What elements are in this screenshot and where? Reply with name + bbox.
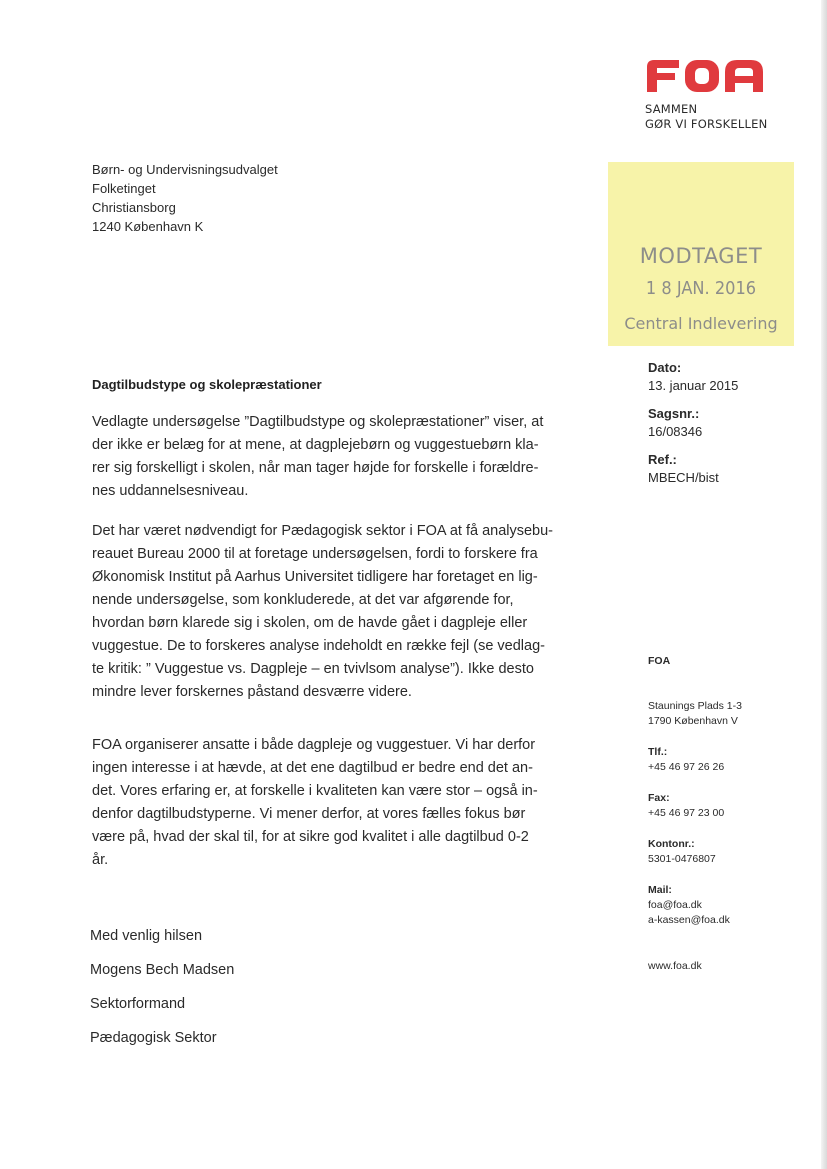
contact-mail-link[interactable]: a-kassen@foa.dk <box>648 914 730 926</box>
paragraph-line: vuggestue. De to forskeres analyse indeholdt en række fejl (se vedlag- <box>92 638 545 654</box>
contact-web-link[interactable]: www.foa.dk <box>648 960 702 972</box>
contact-account-value: 5301-0476807 <box>648 853 716 865</box>
paragraph-line: ingen interesse i at hævde, at det ene dagtilbud er bedre end det an- <box>92 760 533 776</box>
paragraph-line: nes uddannelsesniveau. <box>92 483 249 499</box>
foa-logo <box>645 58 770 132</box>
meta-date-value: 13. januar 2015 <box>648 378 739 393</box>
recipient-address <box>92 160 278 236</box>
letter-paragraph-1 <box>92 411 597 503</box>
recipient-line: Børn- og Undervisningsudvalget <box>92 162 278 177</box>
paragraph-line: Det har været nødvendigt for Pædagogisk sektor i FOA at få analysebu- <box>92 523 554 539</box>
paragraph-line: Vedlagte undersøgelse ”Dagtilbudstype og skolepræstationer” viser, at <box>92 414 544 430</box>
contact-mail-label: Mail: <box>648 884 672 896</box>
meta-case <box>648 405 702 441</box>
page-edge-shadow <box>821 0 827 1169</box>
signature-department: Pædagogisk Sektor <box>90 1030 217 1046</box>
logo-tagline-line1: SAMMEN <box>645 102 698 116</box>
contact-mail <box>648 883 730 928</box>
paragraph-line: Økonomisk Institut på Aarhus Universitet tidligere har foretaget en lig- <box>92 569 538 585</box>
paragraph-line: hvordan børn klarede sig i skolen, om de havde gået i dagpleje eller <box>92 615 528 631</box>
meta-ref <box>648 451 719 487</box>
paragraph-line: der ikke er belæg for at mene, at dagplejebørn og vuggestuebørn kla- <box>92 437 539 453</box>
logo-tagline-line2: GØR VI FORSKELLEN <box>645 117 768 131</box>
meta-date-label: Dato: <box>648 360 682 375</box>
letter-subject: Dagtilbudstype og skolepræstationer <box>92 377 322 392</box>
recipient-line: Folketinget <box>92 181 156 196</box>
paragraph-line: det. Vores erfaring er, at forskelle i kvaliteten kan være stor – også in- <box>92 783 538 799</box>
stamp-date: 1 8 JAN. 2016 <box>645 278 757 299</box>
contact-account <box>648 837 716 867</box>
paragraph-line: te kritik: ” Vuggestue vs. Dagpleje – en tvivlsom analyse”). Ikke desto <box>92 661 534 677</box>
meta-ref-label: Ref.: <box>648 452 677 467</box>
contact-phone-label: Tlf.: <box>648 746 668 758</box>
paragraph-line: reauet Bureau 2000 til at foretage undersøgelsen, fordi to forskere fra <box>92 546 538 562</box>
signature-name: Mogens Bech Madsen <box>90 962 235 978</box>
contact-phone <box>648 745 724 775</box>
contact-fax-label: Fax: <box>648 792 670 804</box>
letter-paragraph-2 <box>92 520 597 704</box>
contact-org <box>648 654 670 669</box>
signature-title: Sektorformand <box>90 996 186 1012</box>
paragraph-line: år. <box>92 852 109 868</box>
contact-phone-value: +45 46 97 26 26 <box>648 761 725 773</box>
contact-address-line: 1790 København V <box>648 715 738 727</box>
meta-date <box>648 359 738 395</box>
contact-fax-value: +45 46 97 23 00 <box>648 807 725 819</box>
recipient-line: 1240 København K <box>92 219 204 234</box>
paragraph-line: nende undersøgelse, som konkluderede, at det var afgørende for, <box>92 592 514 608</box>
contact-address-line: Staunings Plads 1-3 <box>648 700 742 712</box>
paragraph-line: rer sig forskelligt i skolen, når man tager højde for forskelle i forældre- <box>92 460 539 476</box>
paragraph-line: mindre lever forskernes påstand desværre videre. <box>92 684 412 700</box>
foa-logo-wordmark <box>645 58 765 94</box>
meta-case-label: Sagsnr.: <box>648 406 700 421</box>
signature-closing: Med venlig hilsen <box>90 928 203 944</box>
contact-org-name: FOA <box>648 655 671 667</box>
recipient-line: Christiansborg <box>92 200 176 215</box>
paragraph-line: være på, hvad der skal til, for at sikre god kvalitet i alle dagtilbud 0-2 <box>92 829 529 845</box>
letter-paragraph-3 <box>92 734 597 872</box>
stamp-label: MODTAGET <box>639 244 763 268</box>
meta-case-value: 16/08346 <box>648 424 703 439</box>
received-stamp <box>608 162 794 346</box>
contact-mail-link[interactable]: foa@foa.dk <box>648 899 702 911</box>
contact-fax <box>648 791 724 821</box>
contact-address <box>648 699 742 729</box>
stamp-location: Central Indlevering <box>624 314 778 333</box>
contact-account-label: Kontonr.: <box>648 838 695 850</box>
meta-ref-value: MBECH/bist <box>648 470 719 485</box>
paragraph-line: FOA organiserer ansatte i både dagpleje og vuggestuer. Vi har derfor <box>92 737 536 753</box>
paragraph-line: denfor dagtilbudstyperne. Vi mener derfor, at vores fælles fokus bør <box>92 806 526 822</box>
